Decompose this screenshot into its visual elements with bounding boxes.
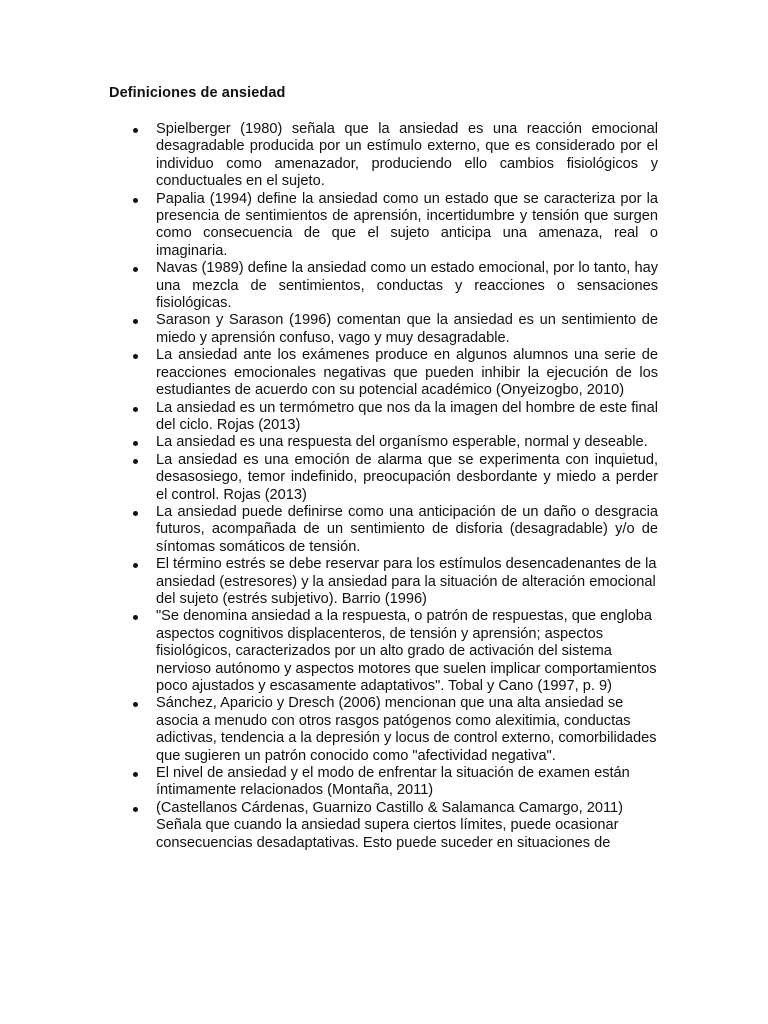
bullet-icon xyxy=(133,563,138,568)
bullet-icon xyxy=(133,459,138,464)
list-item xyxy=(156,191,658,261)
list-item-text: Sánchez, Aparicio y Dresch (2006) mencionan que una alta ansiedad se asocia a menudo con otros rasgos patógenos como alexitimia, conductas adictivas, tendencia a la depresión y locus de control externo, comorbilidades que sugieren un patrón conocido como "afectividad negativa". xyxy=(156,695,657,764)
list-item xyxy=(156,452,658,504)
bullet-icon xyxy=(133,772,138,777)
list-item xyxy=(156,312,658,347)
list-item-text: (Castellanos Cárdenas, Guarnizo Castillo & Salamanca Camargo, 2011) Señala que cuando la ansiedad supera ciertos límites, puede ocasionar consecuencias desadaptativas. Esto puede suceder en situaciones de xyxy=(156,799,623,851)
list-item-text: La ansiedad es una respuesta del organísmo esperable, normal y deseable. xyxy=(156,434,648,451)
bullet-icon xyxy=(133,267,138,272)
bullet-icon xyxy=(133,128,138,133)
list-item-text: Sarason y Sarason (1996) comentan que la ansiedad es un sentimiento de miedo y aprensión confuso, vago y muy desagradable. xyxy=(156,312,658,346)
list-item xyxy=(156,121,658,191)
bullet-icon xyxy=(133,807,138,812)
bullet-icon xyxy=(133,354,138,359)
list-item-text: La ansiedad ante los exámenes produce en algunos alumnos una serie de reacciones emocionales negativas que pueden inhibir la ejecución de los estudiantes de acuerdo con su potencial académico (Onyeizogbo, 2010) xyxy=(156,347,658,399)
list-item-text: Spielberger (1980) señala que la ansiedad es una reacción emocional desagradable producida por un estímulo externo, que es considerado por el individuo como amenazador, produciendo ello cambios fisiológicos y conductuales en el sujeto. xyxy=(156,121,658,190)
bullet-icon xyxy=(133,319,138,324)
list-item-text: La ansiedad puede definirse como una anticipación de un daño o desgracia futuros, acompañada de un sentimiento de disforia (desagradable) y/o de síntomas somáticos de tensión. xyxy=(156,503,658,555)
definitions-list xyxy=(156,121,658,852)
bullet-icon xyxy=(133,198,138,203)
list-item-text: La ansiedad es una emoción de alarma que se experimenta con inquietud, desasosiego, temor indefinido, preocupación desbordante y miedo a perder el control. Rojas (2013) xyxy=(156,451,658,503)
list-item xyxy=(156,504,658,556)
list-item-text: Navas (1989) define la ansiedad como un estado emocional, por lo tanto, hay una mezcla de sentimientos, conductas y reacciones o sensaciones fisiológicas. xyxy=(156,260,658,312)
list-item xyxy=(156,608,658,695)
bullet-icon xyxy=(133,441,138,446)
list-item xyxy=(156,434,658,451)
list-item xyxy=(156,260,658,312)
bullet-icon xyxy=(133,702,138,707)
list-item-text: El término estrés se debe reservar para los estímulos desencadenantes de la ansiedad (estresores) y la ansiedad para la situación de alteración emocional del sujeto (estrés subjetivo). Barrio (1996) xyxy=(156,556,657,607)
list-item-text: "Se denomina ansiedad a la respuesta, o patrón de respuestas, que engloba aspectos cognitivos displacenteros, de tensión y aprensión; aspectos fisiológicos, caracterizados por un alto grado de activación del sistema nervioso autónomo y aspectos motores que suelen implicar comportamientos poco ajustados y escasamente adaptativos". Tobal y Cano (1997, p. 9) xyxy=(156,608,657,694)
list-item-text: La ansiedad es un termómetro que nos da la imagen del hombre de este final del ciclo. Rojas (2013) xyxy=(156,399,658,433)
list-item xyxy=(156,556,658,608)
bullet-icon xyxy=(133,511,138,516)
list-item xyxy=(156,347,658,399)
list-item xyxy=(156,695,658,765)
bullet-icon xyxy=(133,615,138,620)
list-item-text: Papalia (1994) define la ansiedad como un estado que se caracteriza por la presencia de sentimientos de aprensión, incertidumbre y tensión que surgen como consecuencia de que el sujeto anticipa una amenaza, real o imaginaria. xyxy=(156,190,658,259)
list-item xyxy=(156,765,658,800)
bullet-icon xyxy=(133,407,138,412)
page-title: Definiciones de ansiedad xyxy=(109,85,286,101)
list-item xyxy=(156,800,658,852)
list-item-text: El nivel de ansiedad y el modo de enfrentar la situación de examen están íntimamente relacionados (Montaña, 2011) xyxy=(156,765,630,799)
list-item xyxy=(156,400,658,435)
